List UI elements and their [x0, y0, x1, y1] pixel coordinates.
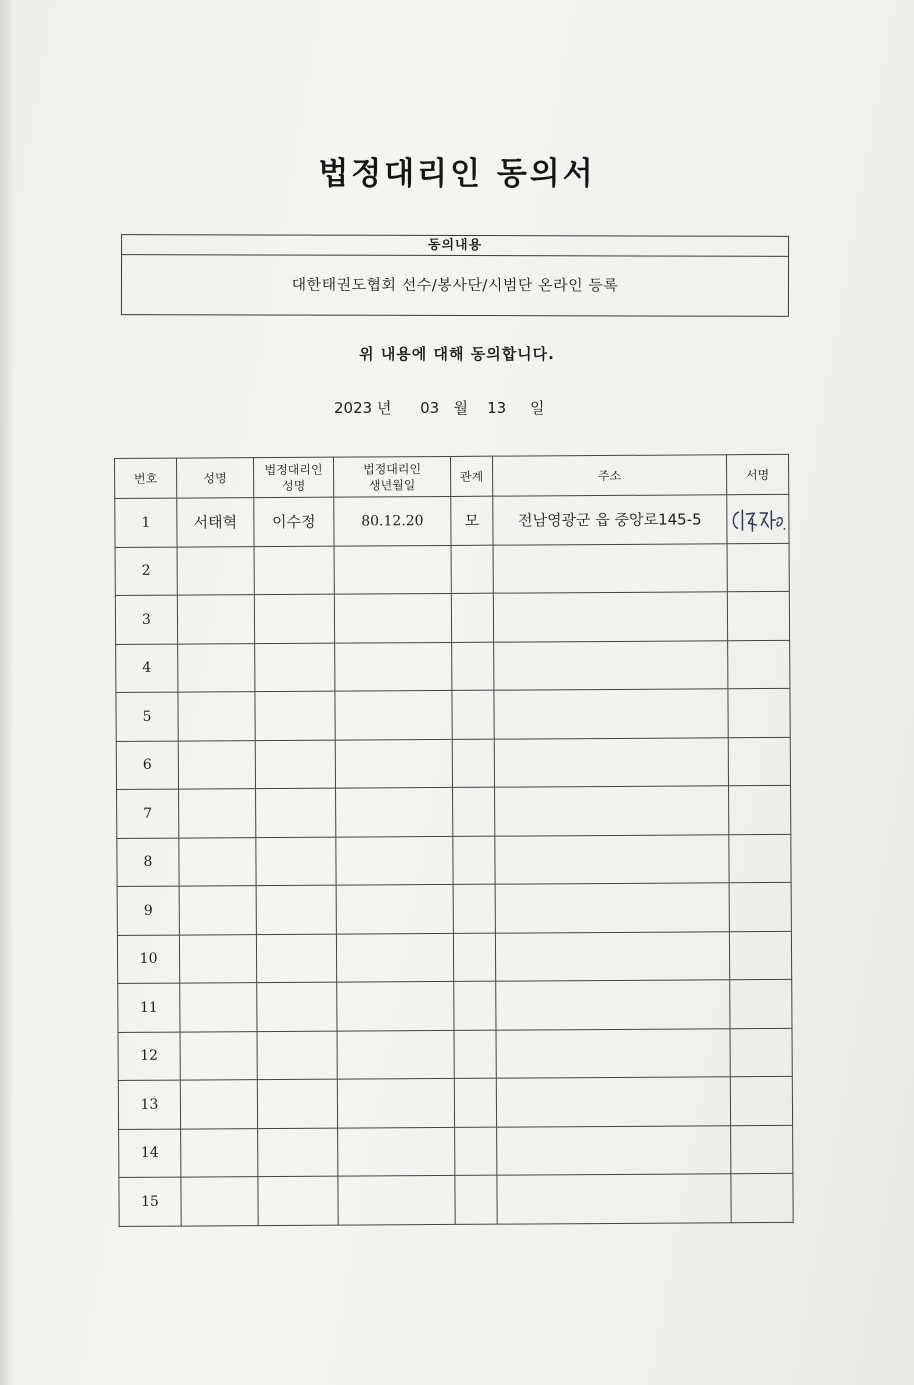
relation [453, 884, 495, 933]
relation [453, 787, 495, 836]
guardian-name [255, 691, 335, 740]
signature-cell [729, 834, 791, 883]
row-number: 1 [115, 498, 177, 547]
guardian-birthdate [336, 884, 453, 933]
date-year: 2023 [334, 399, 373, 417]
relation [452, 690, 494, 739]
signature-cell [729, 785, 791, 834]
header-guardian-name: 법정대리인 성명 [254, 457, 334, 497]
guardian-birthdate [334, 545, 451, 594]
relation [454, 981, 496, 1030]
table-row [116, 688, 790, 741]
relation [451, 593, 493, 642]
guardian-name [254, 594, 334, 643]
guardian-birthdate [337, 1030, 454, 1079]
header-address: 주소 [492, 455, 726, 496]
guardian-name [254, 546, 334, 595]
guardian-name [255, 740, 335, 789]
registration-table-wrapper [114, 454, 793, 1227]
table-row [119, 1173, 793, 1226]
table-row [116, 640, 790, 693]
row-number: 11 [118, 983, 180, 1032]
address [493, 543, 727, 593]
student-name [177, 546, 254, 595]
relation [452, 642, 494, 691]
address [494, 689, 728, 739]
signature-cell [727, 494, 789, 543]
row-number: 8 [117, 838, 179, 887]
header-signature: 서명 [726, 454, 788, 494]
table-row [117, 931, 791, 984]
header-name: 성명 [177, 458, 254, 498]
student-name [180, 1080, 257, 1129]
consent-content-box [121, 234, 789, 317]
student-name: 서태혁 [177, 498, 254, 547]
signature-cell [731, 1173, 793, 1222]
relation [453, 933, 495, 982]
relation [453, 836, 495, 885]
address [496, 980, 730, 1030]
guardian-birthdate [337, 1078, 454, 1127]
table-header-row [115, 454, 789, 498]
guardian-name [258, 1176, 338, 1225]
table-row [118, 979, 792, 1032]
signature-cell [729, 882, 791, 931]
guardian-birthdate [336, 933, 453, 982]
table-row [118, 1076, 792, 1129]
student-name [179, 886, 256, 935]
relation: 모 [451, 496, 493, 545]
paper-shadow [0, 0, 14, 1385]
relation [455, 1175, 497, 1224]
guardian-name [257, 982, 337, 1031]
table-row [118, 1028, 792, 1081]
guardian-name [256, 934, 336, 983]
guardian-birthdate [335, 739, 452, 788]
address [493, 592, 727, 642]
guardian-birthdate [336, 836, 453, 885]
guardian-name [256, 885, 336, 934]
relation [455, 1127, 497, 1176]
address [494, 640, 728, 690]
relation [454, 1030, 496, 1079]
table-row [116, 737, 790, 790]
address [495, 883, 729, 933]
address: 전남영광군 읍 중앙로145-5 [493, 495, 727, 545]
address [494, 737, 728, 787]
signature-cell [727, 543, 789, 592]
student-name [179, 789, 256, 838]
guardian-birthdate [335, 642, 452, 691]
student-name [178, 643, 255, 692]
signature-cell [728, 640, 790, 689]
signature-cell [730, 1028, 792, 1077]
header-guardian-birthdate: 법정대리인 생년월일 [333, 456, 450, 497]
guardian-birthdate [334, 593, 451, 642]
student-name [180, 983, 257, 1032]
signature-cell [728, 737, 790, 786]
signature-cell [727, 591, 789, 640]
guardian-name [258, 1128, 338, 1177]
consent-date [334, 397, 545, 418]
address [496, 1077, 730, 1127]
date-day-unit: 일 [530, 399, 545, 417]
registration-table [114, 454, 794, 1227]
row-number: 13 [118, 1080, 180, 1129]
table-row [117, 882, 791, 935]
signature-cell [731, 1125, 793, 1174]
header-relation: 관계 [450, 456, 492, 496]
row-number: 4 [116, 644, 178, 693]
row-number: 5 [116, 692, 178, 741]
consent-content-text: 대한태권도협회 선수/봉사단/시범단 온라인 등록 [291, 275, 619, 295]
header-number: 번호 [115, 458, 177, 498]
table-row [117, 785, 791, 838]
row-number: 7 [117, 789, 179, 838]
document-title: 법정대리인 동의서 [318, 156, 596, 192]
signature-cell [730, 1076, 792, 1125]
date-month-unit: 월 [453, 399, 468, 417]
student-name [177, 595, 254, 644]
guardian-birthdate [338, 1127, 455, 1176]
signature-cell [729, 931, 791, 980]
table-row [115, 543, 789, 596]
date-month: 03 [420, 399, 440, 417]
table-row [117, 834, 791, 887]
signature-cell [728, 688, 790, 737]
address [495, 931, 729, 981]
address [495, 834, 729, 884]
guardian-name [255, 643, 335, 692]
student-name [181, 1177, 258, 1226]
agreement-statement: 위 내용에 대해 동의합니다. [359, 345, 555, 363]
date-year-unit: 년 [376, 399, 392, 417]
guardian-name [256, 788, 336, 837]
row-number: 6 [116, 741, 178, 790]
guardian-birthdate: 80.12.20 [334, 496, 451, 545]
guardian-birthdate [337, 981, 454, 1030]
guardian-name: 이수정 [254, 497, 334, 546]
signature-cell [730, 979, 792, 1028]
student-name [180, 1031, 257, 1080]
address [497, 1125, 731, 1175]
guardian-birthdate [335, 690, 452, 739]
date-day: 13 [487, 399, 507, 417]
student-name [178, 692, 255, 741]
guardian-name [256, 837, 336, 886]
row-number: 14 [119, 1129, 181, 1178]
student-name [181, 1128, 258, 1177]
student-name [179, 934, 256, 983]
row-number: 3 [115, 595, 177, 644]
relation [451, 545, 493, 594]
row-number: 12 [118, 1032, 180, 1081]
table-row [119, 1125, 793, 1178]
student-name [178, 740, 255, 789]
row-number: 15 [119, 1177, 181, 1226]
row-number: 10 [117, 935, 179, 984]
row-number: 9 [117, 886, 179, 935]
consent-content-header: 동의내용 [122, 235, 788, 257]
address [496, 1028, 730, 1078]
handwritten-signature [729, 505, 787, 533]
row-number: 2 [115, 547, 177, 596]
student-name [179, 837, 256, 886]
relation [454, 1078, 496, 1127]
guardian-birthdate [338, 1175, 455, 1224]
guardian-name [257, 1031, 337, 1080]
table-row [115, 494, 789, 547]
guardian-birthdate [336, 787, 453, 836]
relation [452, 739, 494, 788]
guardian-name [257, 1079, 337, 1128]
table-row [115, 591, 789, 644]
address [495, 786, 729, 836]
address [497, 1174, 731, 1224]
